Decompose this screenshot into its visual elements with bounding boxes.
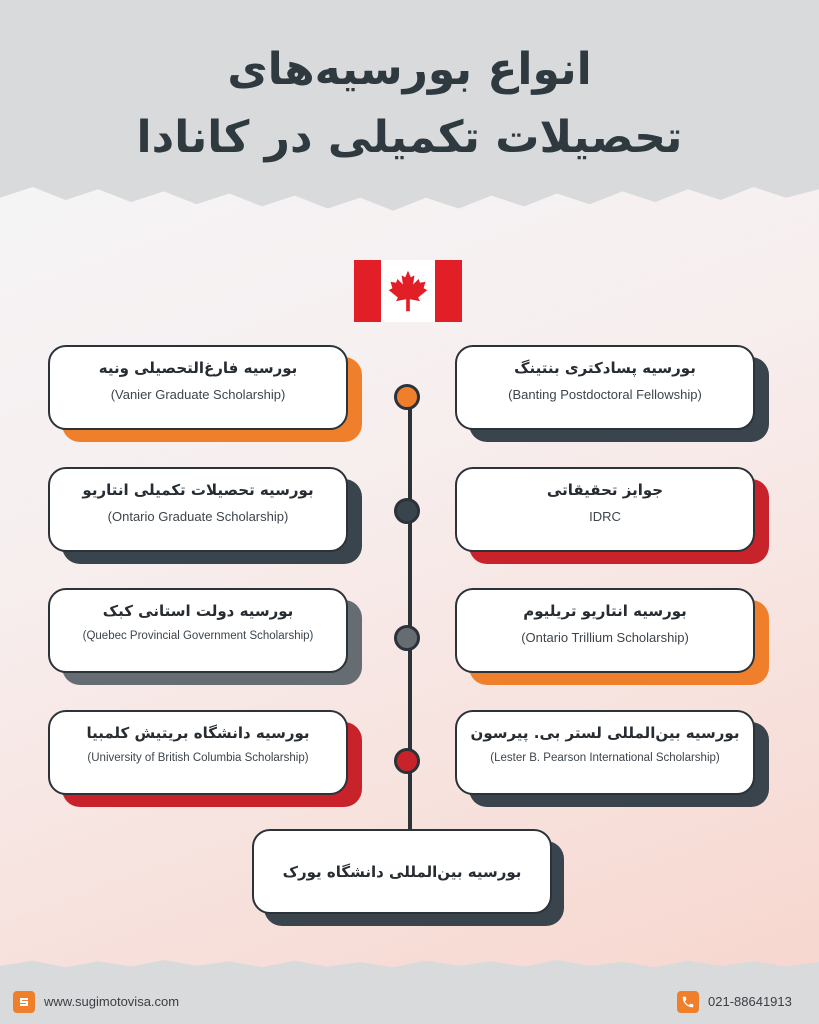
card-title-fa: بورسیه انتاریو تریلیوم xyxy=(523,602,687,620)
card-title-fa: بورسیه پسادکتری بنتینگ xyxy=(514,359,696,377)
card-title-en: (Quebec Provincial Government Scholarship) xyxy=(82,630,314,642)
card-title-fa: بورسیه بین‌المللی لستر بی. پیرسون xyxy=(470,724,740,742)
canada-flag xyxy=(354,260,462,322)
card-title-fa: بورسیه تحصیلات تکمیلی انتاریو xyxy=(82,481,314,499)
phone-icon xyxy=(677,991,699,1013)
card-lester-pearson-scholarship xyxy=(455,710,755,795)
card-title-en: (Ontario Trillium Scholarship) xyxy=(521,630,689,645)
page-title-line-1: انواع بورسیه‌های xyxy=(227,44,592,95)
card-title-en: (Lester B. Pearson International Scholarship) xyxy=(490,752,720,764)
card-title-fa: بورسیه فارغ‌التحصیلی ونیه xyxy=(98,359,298,377)
card-title-en: (Ontario Graduate Scholarship) xyxy=(107,509,289,524)
timeline-dot-1 xyxy=(394,384,420,410)
card-title-en: (Vanier Graduate Scholarship) xyxy=(110,387,286,402)
card-title-en: (Banting Postdoctoral Fellowship) xyxy=(508,387,702,402)
card-ontario-trillium-scholarship xyxy=(455,588,755,673)
sugimoto-logo-icon xyxy=(13,991,35,1013)
card-title-en: IDRC xyxy=(589,509,621,524)
card-title-fa: جوایز تحقیقاتی xyxy=(546,481,664,499)
website-link[interactable]: www.sugimotovisa.com xyxy=(44,994,180,1009)
card-title-fa: بورسیه دانشگاه بریتیش کلمبیا xyxy=(86,724,310,742)
timeline-dot-3 xyxy=(394,625,420,651)
card-vanier-scholarship xyxy=(48,345,348,430)
card-ontario-graduate-scholarship xyxy=(48,467,348,552)
timeline-dot-2 xyxy=(394,498,420,524)
page-title-line-2: تحصیلات تکمیلی در کانادا xyxy=(136,112,683,163)
phone-number[interactable]: 021-88641913 xyxy=(708,994,792,1009)
timeline-dot-4 xyxy=(394,748,420,774)
card-idrc-awards xyxy=(455,467,755,552)
card-york-university-scholarship xyxy=(252,829,552,914)
maple-leaf-icon xyxy=(385,268,431,314)
card-title-fa: بورسیه دولت استانی کبک xyxy=(102,602,294,620)
card-title-fa: بورسیه بین‌المللی دانشگاه یورک xyxy=(252,829,552,914)
card-ubc-scholarship xyxy=(48,710,348,795)
card-quebec-scholarship xyxy=(48,588,348,673)
card-title-en: (University of British Columbia Scholarship) xyxy=(87,752,309,764)
torn-paper-header xyxy=(0,0,819,215)
card-banting-fellowship xyxy=(455,345,755,430)
